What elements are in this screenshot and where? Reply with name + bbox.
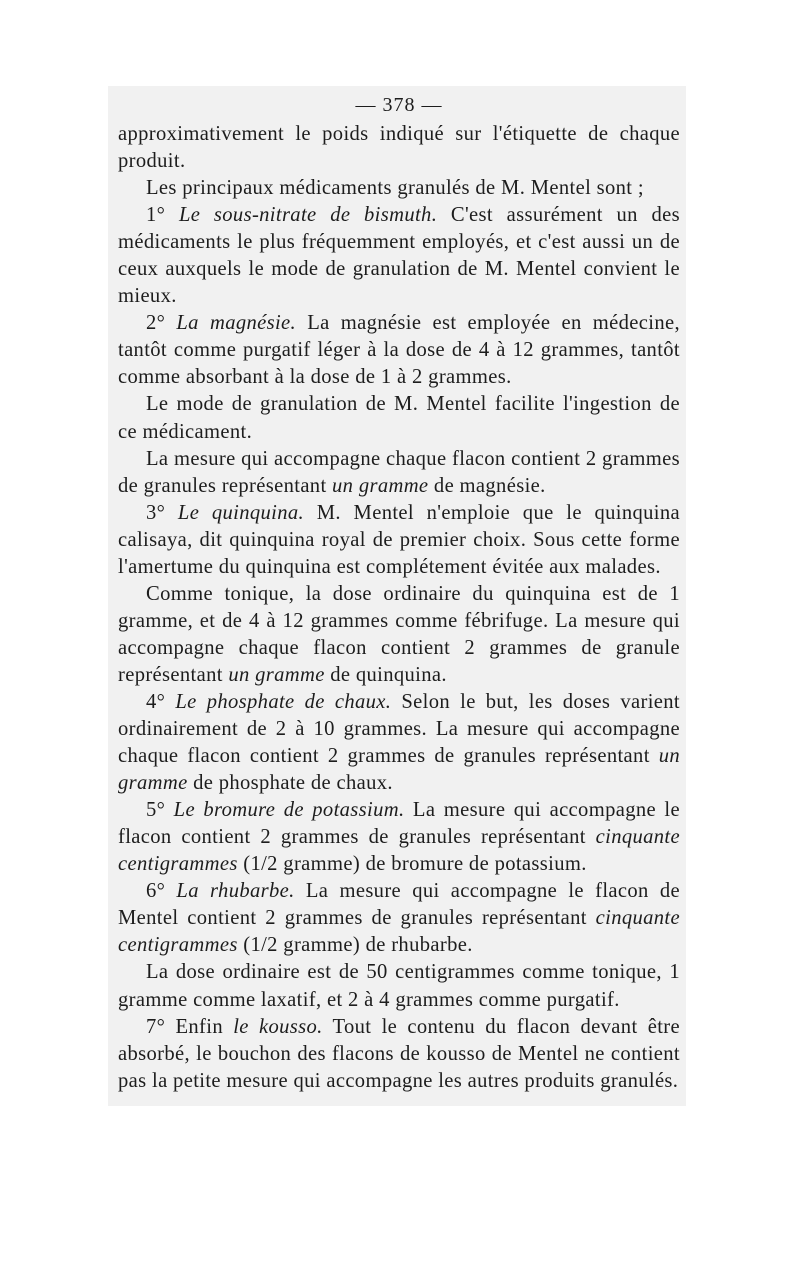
text-run: C'est assurément un des médicaments le plus fréquemment employés, et c'est aussi un de ceux auxquels le mode de granulation de M. Mentel convient le mieux. <box>118 204 680 308</box>
italic-text-run: cinquante centigrammes <box>118 826 680 876</box>
text-run: approximativement le poids indiqué sur l'étiquette de chaque produit. <box>118 123 680 173</box>
paragraph <box>118 797 680 878</box>
paragraph <box>118 310 680 391</box>
paragraph <box>118 446 680 500</box>
text-run: Selon le but, les doses varient ordinairement de 2 à 10 grammes. La mesure qui accompagne chaque flacon contient 2 grammes de granules représentant <box>118 690 681 768</box>
page-number: — 378 — <box>355 94 443 116</box>
paragraph <box>118 121 680 175</box>
text-run: La mesure qui accompagne chaque flacon contient 2 grammes de granules représentant <box>118 447 680 497</box>
italic-text-run: Le bromure de potassium. <box>173 799 405 822</box>
text-run: 2° <box>146 312 177 335</box>
italic-text-run: Le sous-nitrate de bismuth. <box>178 204 438 227</box>
paragraph <box>118 1014 680 1095</box>
book-page <box>108 86 686 1106</box>
text-run: (1/2 gramme) de rhubarbe. <box>237 934 473 957</box>
text-run: La magnésie est employée en médecine, tantôt comme purgatif léger à la dose de 4 à 12 grammes, tantôt comme absorbant à la dose de 1 à 2 grammes. <box>118 312 680 389</box>
paragraph <box>118 878 680 959</box>
italic-text-run: Le quinquina. <box>177 501 305 524</box>
text-run: Le mode de granulation de M. Mentel facilite l'ingestion de ce médicament. <box>118 393 680 443</box>
text-run: 5° <box>146 799 174 822</box>
text-run: 1° <box>146 204 179 227</box>
paragraph <box>118 581 680 689</box>
paragraph <box>118 689 680 797</box>
text-run: 6° <box>146 880 177 903</box>
italic-text-run: La magnésie. <box>176 312 297 335</box>
text-run: 4° <box>146 690 176 713</box>
text-run: La dose ordinaire est de 50 centigrammes comme tonique, 1 gramme comme laxatif, et 2 à 4 grammes comme purgatif. <box>118 961 680 1011</box>
italic-text-run: un gramme <box>332 474 429 497</box>
paragraph <box>118 959 680 1013</box>
italic-text-run: le kousso. <box>233 1015 323 1038</box>
italic-text-run: Le phosphate de chaux. <box>175 690 392 713</box>
text-run: M. Mentel n'emploie que le quinquina calisaya, dit quinquina royal de premier choix. Sous cette forme l'amertume du quinquina est complétement évitée aux malades. <box>118 501 681 578</box>
paragraph <box>118 500 680 581</box>
text-run: La mesure qui accompagne le flacon de Mentel contient 2 grammes de granules représentant <box>118 880 680 930</box>
italic-text-run: un gramme <box>118 745 680 795</box>
text-run: La mesure qui accompagne le flacon contient 2 grammes de granules représentant <box>118 799 680 849</box>
text-run: Comme tonique, la dose ordinaire du quinquina est de 1 gramme, et de 4 à 12 grammes comme fébrifuge. La mesure qui accompagne chaque flacon contient 2 grammes de granule représentant <box>118 582 680 686</box>
text-run: 3° <box>146 501 178 524</box>
text-run: 7° Enfin <box>146 1015 234 1038</box>
paragraph <box>118 391 680 445</box>
italic-text-run: La rhubarbe. <box>176 880 295 903</box>
italic-text-run: cinquante centigrammes <box>118 907 680 957</box>
text-run: (1/2 gramme) de bromure de potassium. <box>237 853 587 876</box>
text-run: de magnésie. <box>428 474 546 497</box>
text-run: Les principaux médicaments granulés de M. Mentel sont ; <box>146 177 644 200</box>
text-run: de quinquina. <box>324 663 447 686</box>
body-text <box>118 121 680 1095</box>
italic-text-run: un gramme <box>228 663 325 686</box>
text-run: Tout le contenu du flacon devant être absorbé, le bouchon des flacons de kousso de Mentel ne contient pas la petite mesure qui accompagne les autres produits granulés. <box>118 1015 681 1092</box>
paragraph <box>118 202 680 310</box>
text-run: de phosphate de chaux. <box>187 772 393 795</box>
paragraph <box>118 175 680 202</box>
